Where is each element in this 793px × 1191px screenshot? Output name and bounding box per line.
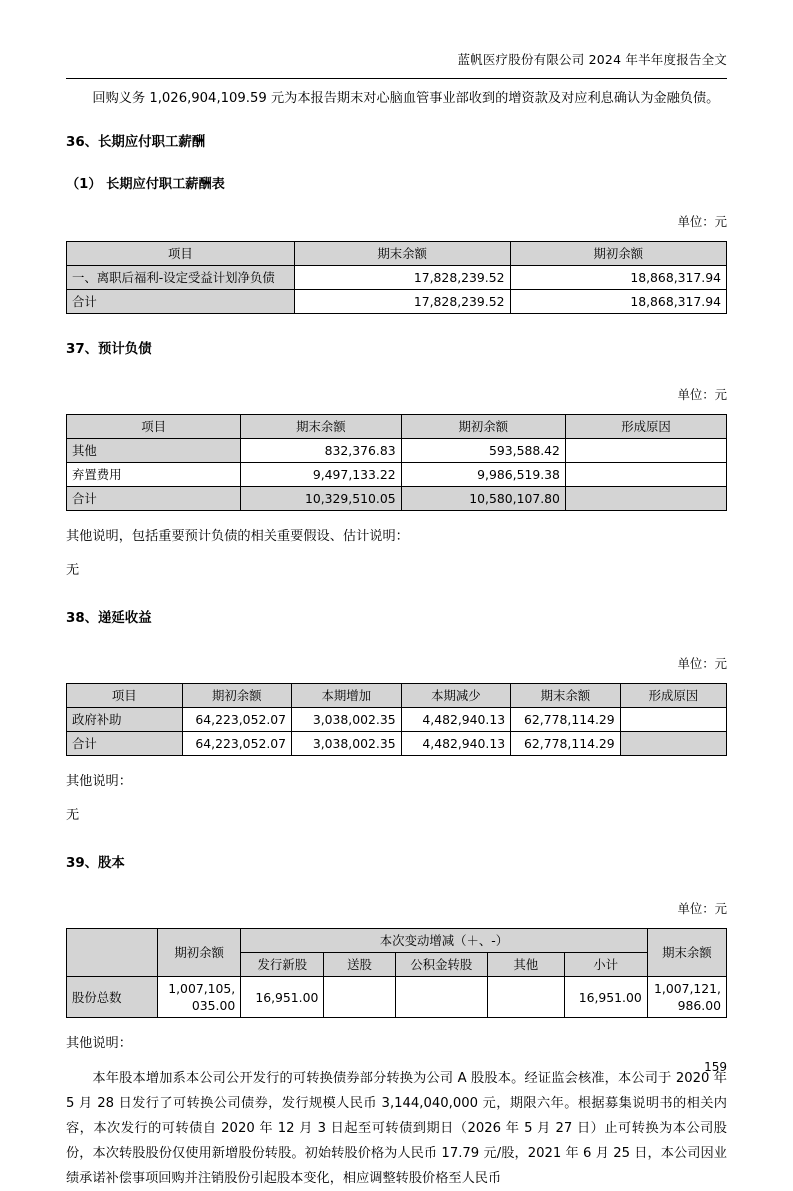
col-header-blank xyxy=(67,929,158,977)
subsection-heading-36-1: （1） 长期应付职工薪酬表 xyxy=(66,177,225,192)
table-row xyxy=(67,439,727,463)
unit-label-36: 单位：元 xyxy=(677,214,727,229)
cell-item: 合计 xyxy=(67,290,295,314)
cell-other xyxy=(488,977,565,1018)
cell-end-balance: 9,497,133.22 xyxy=(241,463,401,487)
cell-end-balance: 17,828,239.52 xyxy=(294,290,510,314)
note-value-38: 无 xyxy=(66,808,80,823)
note-paragraph-39: 本年股本增加系本公司公开发行的可转换债券部分转换为公司 A 股股本。经证监会核准，本公司于 2020 年 5 月 28 日发行了可转换公司债券，发行规模人民币 3,144,040,000 元，期限六年。根据募集说明书的相关内容，本次发行的可转债自 2020 年 12 月 3 日起至可转债到期日（2026 年 5 月 27 日）止可转换为本公司股份，本次转股股份仅使用新增股份转股。初始转股价格为人民币 17.79 元/股，2021 年 6 月 25 日，本公司因业绩承诺补偿事项回购并注销股份引起股本变化，相应调整转股价格至人民币 xyxy=(66,1071,727,1186)
col-header-reason: 形成原因 xyxy=(620,684,726,708)
section-heading-36: 36、长期应付职工薪酬 xyxy=(66,135,206,150)
table-row-total xyxy=(67,487,727,511)
col-header-new-shares: 发行新股 xyxy=(241,953,324,977)
cell-item: 一、离职后福利-设定受益计划净负债 xyxy=(67,266,295,290)
cell-reason xyxy=(620,708,726,732)
table-row xyxy=(67,463,727,487)
cell-reason xyxy=(620,732,726,756)
col-header-other: 其他 xyxy=(488,953,565,977)
note-label-37: 其他说明，包括重要预计负债的相关重要假设、估计说明： xyxy=(66,529,409,544)
cell-reason xyxy=(565,439,726,463)
table-provisions xyxy=(66,414,727,511)
cell-begin-balance: 10,580,107.80 xyxy=(401,487,565,511)
cell-begin-balance: 64,223,052.07 xyxy=(182,708,292,732)
table-header-row xyxy=(67,242,727,266)
col-header-item: 项目 xyxy=(67,415,241,439)
col-header-begin-balance: 期初余额 xyxy=(401,415,565,439)
cell-new-shares: 16,951.00 xyxy=(241,977,324,1018)
col-header-bonus-shares: 送股 xyxy=(324,953,395,977)
page-number: 159 xyxy=(704,1060,727,1074)
col-header-end-balance: 期末余额 xyxy=(647,929,726,977)
col-header-decrease: 本期减少 xyxy=(401,684,511,708)
table-row xyxy=(67,977,727,1018)
table-long-term-employee-benefits xyxy=(66,241,727,314)
cell-begin-balance: 9,986,519.38 xyxy=(401,463,565,487)
cell-end-balance: 62,778,114.29 xyxy=(511,708,621,732)
cell-item: 股份总数 xyxy=(67,977,158,1018)
cell-subtotal: 16,951.00 xyxy=(564,977,647,1018)
col-header-change-group: 本次变动增减（＋、-） xyxy=(241,929,648,953)
cell-end-balance: 1,007,121,986.00 xyxy=(647,977,726,1018)
header-rule xyxy=(66,78,727,79)
table-header-row-top xyxy=(67,929,727,953)
cell-decrease: 4,482,940.13 xyxy=(401,708,511,732)
cell-item: 弃置费用 xyxy=(67,463,241,487)
col-header-end-balance: 期末余额 xyxy=(294,242,510,266)
col-header-reserve-conversion: 公积金转股 xyxy=(395,953,487,977)
cell-end-balance: 17,828,239.52 xyxy=(294,266,510,290)
cell-begin-balance: 1,007,105,035.00 xyxy=(158,977,241,1018)
intro-paragraph: 回购义务 1,026,904,109.59 元为本报告期末对心脑血管事业部收到的增资款及对应利息确认为金融负债。 xyxy=(92,91,720,106)
col-header-reason: 形成原因 xyxy=(565,415,726,439)
cell-item: 合计 xyxy=(67,732,183,756)
section-heading-38: 38、递延收益 xyxy=(66,611,152,626)
cell-item: 其他 xyxy=(67,439,241,463)
cell-end-balance: 10,329,510.05 xyxy=(241,487,401,511)
cell-increase: 3,038,002.35 xyxy=(292,732,402,756)
section-heading-37: 37、预计负债 xyxy=(66,342,152,357)
table-header-row xyxy=(67,684,727,708)
cell-end-balance: 832,376.83 xyxy=(241,439,401,463)
table-row-total xyxy=(67,732,727,756)
cell-end-balance: 62,778,114.29 xyxy=(511,732,621,756)
cell-item: 合计 xyxy=(67,487,241,511)
unit-label-37: 单位：元 xyxy=(677,387,727,402)
col-header-item: 项目 xyxy=(67,684,183,708)
table-deferred-income xyxy=(66,683,727,756)
col-header-end-balance: 期末余额 xyxy=(241,415,401,439)
cell-begin-balance: 18,868,317.94 xyxy=(510,266,727,290)
cell-reserve-conversion xyxy=(395,977,487,1018)
unit-label-38: 单位：元 xyxy=(677,656,727,671)
table-row xyxy=(67,266,727,290)
col-header-subtotal: 小计 xyxy=(564,953,647,977)
note-label-38: 其他说明： xyxy=(66,774,132,789)
running-header: 蓝帆医疗股份有限公司 2024 年半年度报告全文 xyxy=(457,52,727,67)
cell-reason xyxy=(565,463,726,487)
col-header-begin-balance: 期初余额 xyxy=(182,684,292,708)
col-header-end-balance: 期末余额 xyxy=(511,684,621,708)
cell-reason xyxy=(565,487,726,511)
page-content xyxy=(66,86,727,1191)
table-share-capital xyxy=(66,928,727,1018)
note-label-39: 其他说明： xyxy=(66,1036,132,1051)
cell-item: 政府补助 xyxy=(67,708,183,732)
cell-begin-balance: 593,588.42 xyxy=(401,439,565,463)
col-header-begin-balance: 期初余额 xyxy=(510,242,727,266)
table-row xyxy=(67,708,727,732)
col-header-increase: 本期增加 xyxy=(292,684,402,708)
section-heading-39: 39、股本 xyxy=(66,856,125,871)
unit-label-39: 单位：元 xyxy=(677,901,727,916)
table-header-row xyxy=(67,415,727,439)
table-row-total xyxy=(67,290,727,314)
cell-begin-balance: 64,223,052.07 xyxy=(182,732,292,756)
cell-bonus-shares xyxy=(324,977,395,1018)
col-header-item: 项目 xyxy=(67,242,295,266)
cell-begin-balance: 18,868,317.94 xyxy=(510,290,727,314)
cell-decrease: 4,482,940.13 xyxy=(401,732,511,756)
col-header-begin-balance: 期初余额 xyxy=(158,929,241,977)
note-value-37: 无 xyxy=(66,563,80,578)
cell-increase: 3,038,002.35 xyxy=(292,708,402,732)
